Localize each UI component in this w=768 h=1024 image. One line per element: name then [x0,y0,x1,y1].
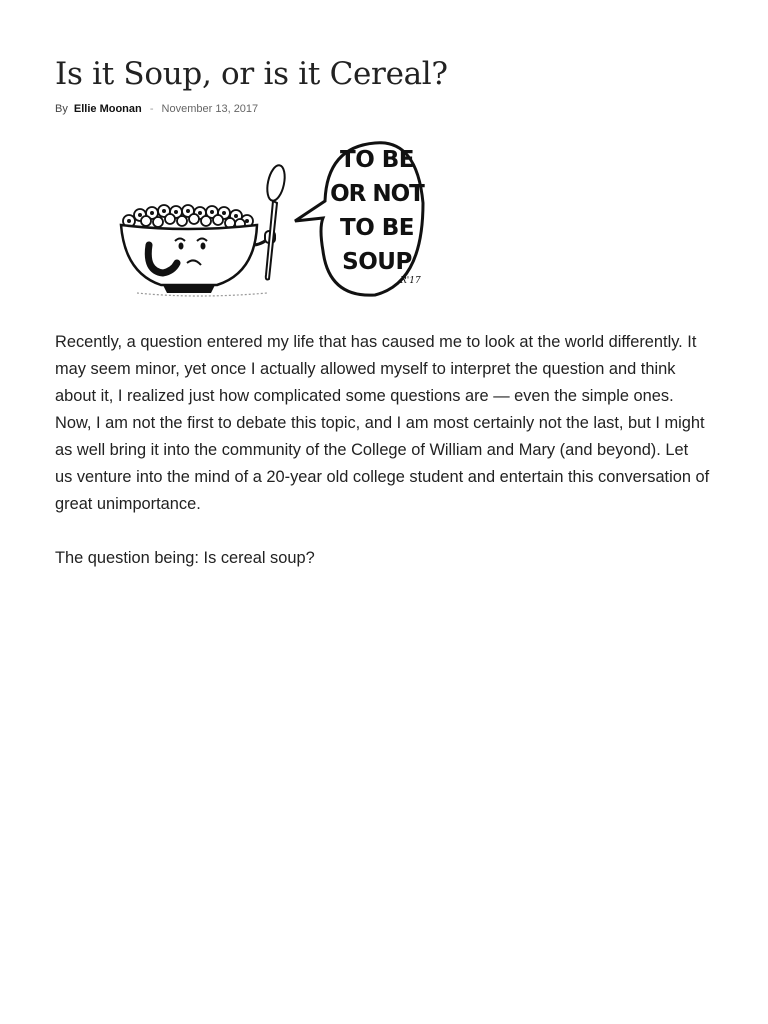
cereal-bowl-illustration [117,133,497,303]
publish-date: November 13, 2017 [161,103,259,115]
bubble-line-3: TO BE [340,215,414,241]
article-body [55,329,710,599]
spoon [264,164,287,280]
article-title: Is it Soup, or is it Cereal? [55,56,448,92]
body-paragraph-1: Recently, a question entered my life that has caused me to look at the world differently. It may seem minor, yet once I actually allowed myself to interpret the question and think about it, I realized just how complicated some questions are — even the simple ones. Now, I am not the first to debate this topic, and I am most certainly not the last, but I might as well bring it into the community of the College of William and Mary (and beyond). Let us venture into the mind of a 20-year old college student and entertain this conversation of great unimportance. [55,333,710,513]
artist-signature: R'17 [400,276,421,286]
body-paragraph-2: The question being: Is cereal soup? [55,549,315,567]
byline-separator: - [149,103,154,115]
cereal-pieces [123,205,253,229]
byline [55,101,258,117]
bowl [121,225,257,285]
bubble-line-4: SOUP [342,249,412,275]
speech-bubble-text [317,143,437,279]
byline-by-label: By [55,103,68,115]
author-link[interactable]: Ellie Moonan [73,103,142,115]
bubble-line-1: TO BE [340,147,414,173]
bubble-line-2: OR NOT [330,181,424,207]
